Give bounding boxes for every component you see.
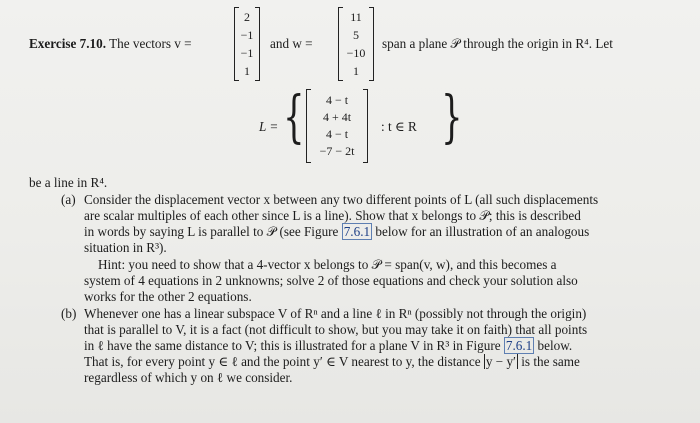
- left-brace: {: [283, 85, 305, 150]
- set-l-condition: : t ∈ R: [381, 119, 417, 134]
- intro-line: [29, 36, 192, 52]
- hint-line: system of 4 equations in 2 unknowns; solve 2 of those equations and check your solution also: [84, 273, 578, 288]
- set-l-entry: 4 − t: [325, 93, 349, 107]
- part-b-line: [84, 354, 580, 370]
- figure-ref-link[interactable]: 7.6.1: [343, 224, 371, 239]
- part-b-text: below.: [537, 338, 573, 353]
- set-l-lhs: L =: [259, 119, 279, 134]
- part-a-text: in words by saying L is parallel to 𝒫 (see Figure: [84, 224, 339, 239]
- part-b-text: is the same: [521, 354, 580, 369]
- right-brace: }: [441, 85, 463, 150]
- vector-w-entry: 11: [350, 10, 362, 24]
- and-w-text: and w =: [270, 36, 313, 51]
- hint-line: Hint: you need to show that a 4-vector x belongs to 𝒫 = span(v, w), and this becomes a: [98, 257, 557, 272]
- hint-line: works for the other 2 equations.: [84, 289, 252, 304]
- set-l-entry: −7 − 2t: [319, 144, 355, 158]
- part-a-line: Consider the displacement vector x between any two different points of L (all such displacements: [84, 192, 599, 207]
- part-a-line: are scalar multiples of each other since L is a line). Show that x belongs to 𝒫; this is described: [84, 208, 581, 223]
- set-l-entry: 4 − t: [325, 127, 349, 141]
- figure-ref-link[interactable]: 7.6.1: [505, 338, 533, 353]
- vector-w: [338, 8, 374, 80]
- part-b-line: [84, 338, 572, 354]
- vector-v: [234, 8, 260, 80]
- part-b-label: (b): [61, 306, 77, 321]
- be-a-line-text: be a line in R⁴.: [29, 175, 108, 190]
- part-a-label: (a): [61, 192, 76, 207]
- vector-w-entry: −10: [346, 46, 366, 60]
- part-b-text: That is, for every point y ∈ ℓ and the point y′ ∈ V nearest to y, the distance: [84, 354, 481, 369]
- vector-v-entry: −1: [240, 46, 254, 60]
- part-a-text: below for an illustration of an analogous: [375, 224, 590, 239]
- exercise-label: Exercise 7.10.: [29, 36, 107, 51]
- intro-text: The vectors v =: [109, 36, 192, 51]
- span-text: span a plane 𝒫 through the origin in R⁴. Let: [382, 36, 613, 51]
- part-b-line: Whenever one has a linear subspace V of Rⁿ and a line ℓ in Rⁿ (possibly not through the origin): [84, 306, 587, 321]
- vector-v-entry: −1: [240, 28, 254, 42]
- set-l-entry: 4 + 4t: [322, 110, 352, 124]
- vector-v-entry: 2: [244, 10, 250, 24]
- part-a-line: [84, 224, 589, 240]
- part-b-line: that is parallel to V, it is a fact (not difficult to show, but you may take it on faith) that all points: [84, 322, 588, 337]
- vector-v-entry: 1: [244, 64, 250, 78]
- vector-w-entry: 5: [353, 28, 359, 42]
- set-l-vector: [306, 90, 368, 162]
- part-a-line: situation in R³).: [84, 240, 167, 255]
- distance-norm: y − y′: [485, 354, 516, 369]
- vector-w-entry: 1: [353, 64, 359, 78]
- part-b-line: regardless of which y on ℓ we consider.: [84, 370, 293, 385]
- part-b-text: in ℓ have the same distance to V; this is illustrated for a plane V in R³ in Figure: [84, 338, 501, 353]
